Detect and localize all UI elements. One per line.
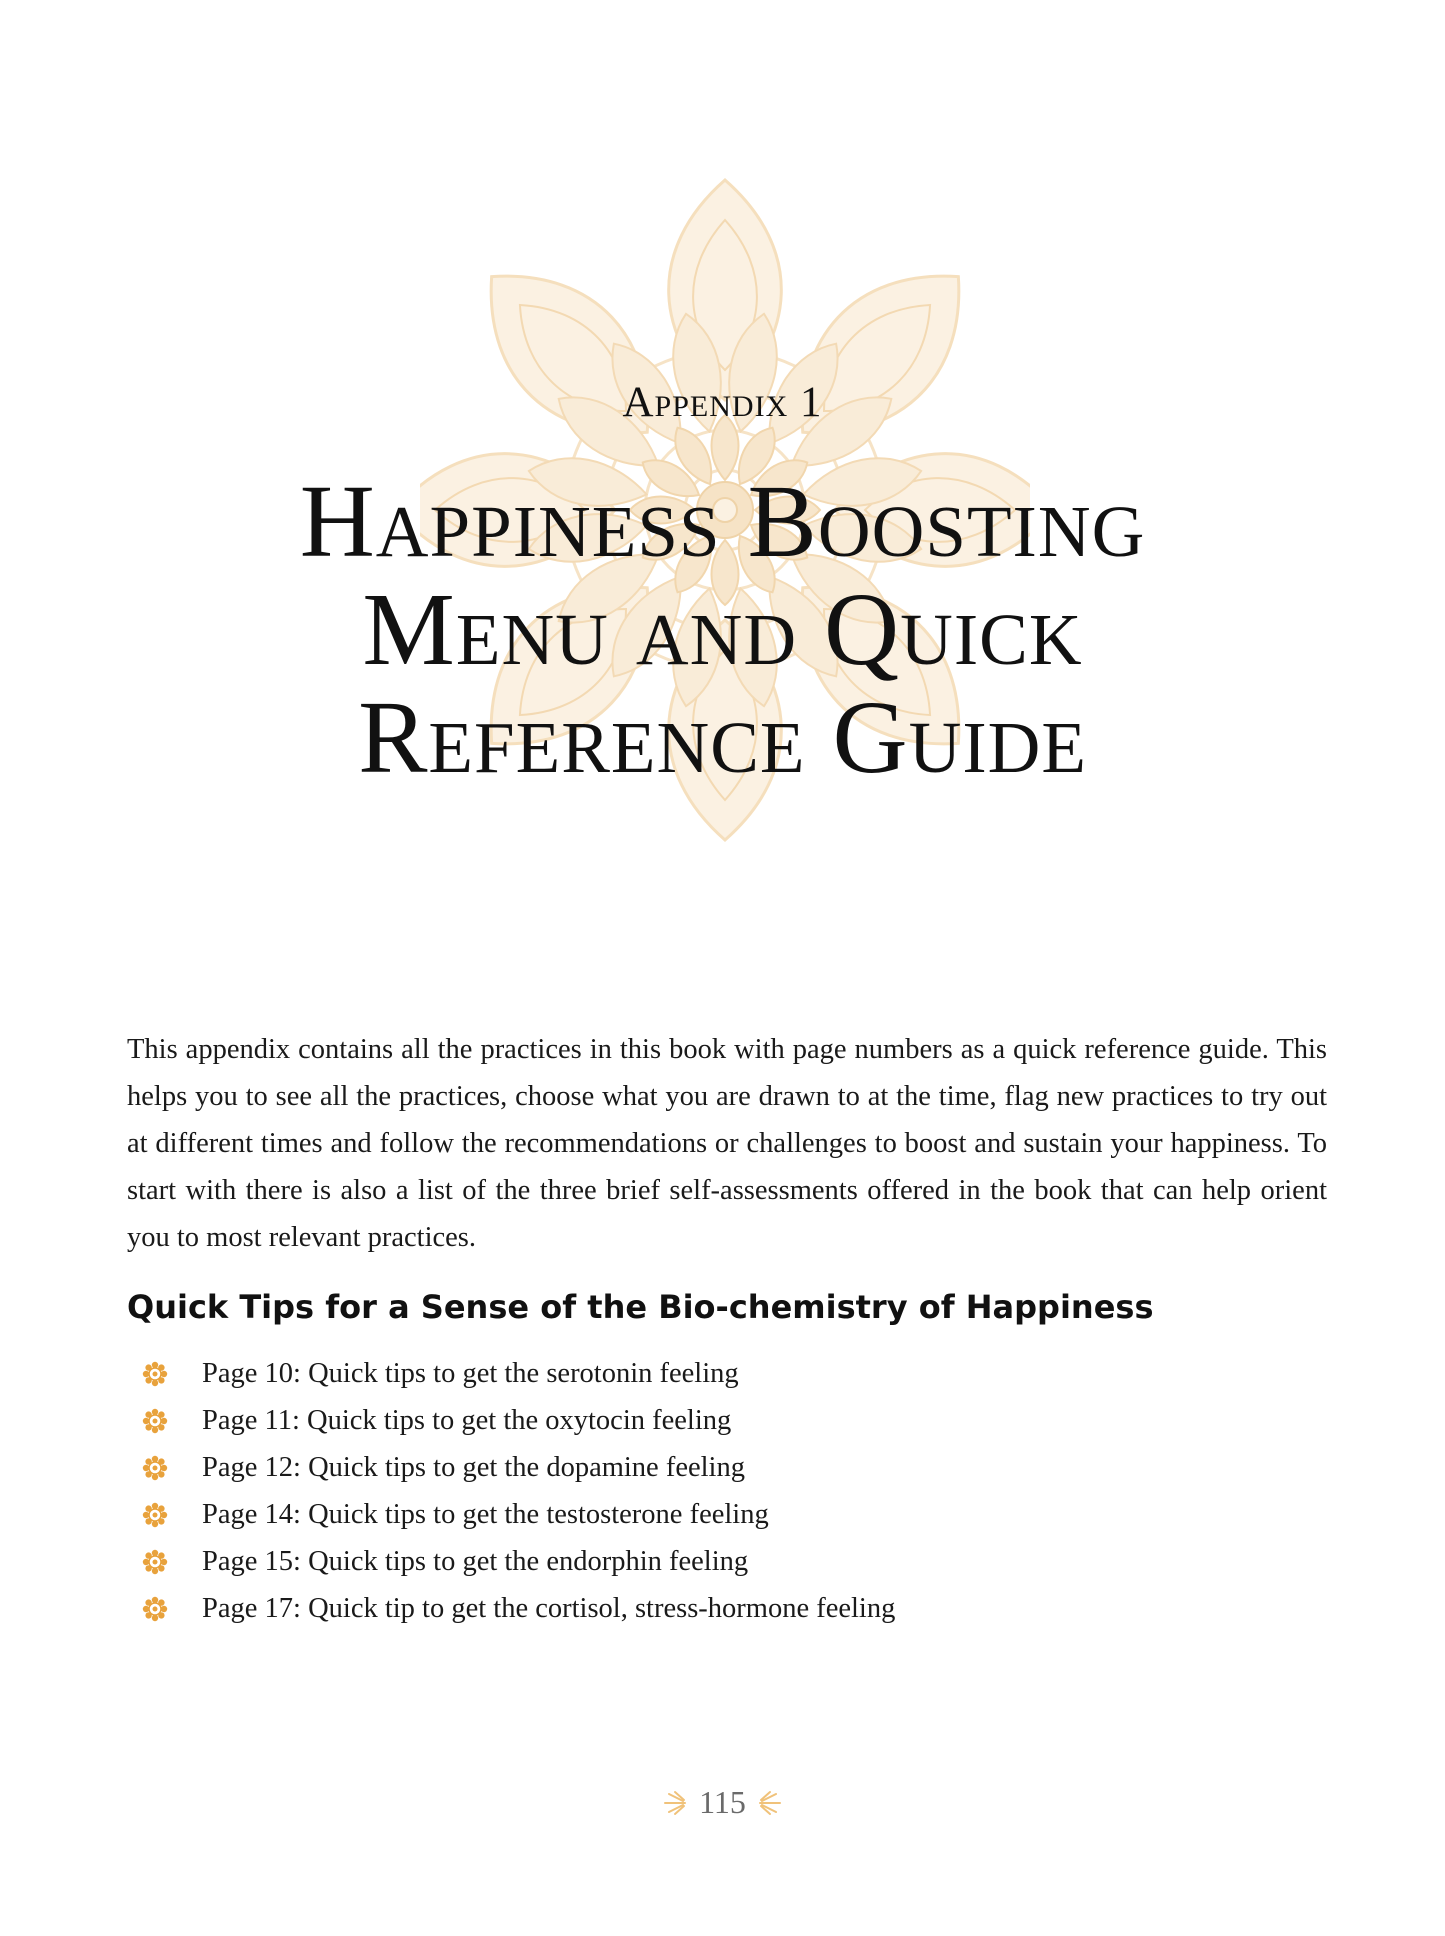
- appendix-label: Appendix 1: [622, 379, 823, 426]
- list-item: [142, 1491, 895, 1538]
- list-item-text: Page 12: Quick tips to get the dopamine feeling: [202, 1451, 745, 1483]
- title-line-1: Happiness Boosting: [299, 464, 1146, 579]
- sun-flower-bullet-icon: [142, 1408, 168, 1434]
- quick-tips-list: [142, 1350, 895, 1632]
- page-number-text: 115: [699, 1784, 746, 1820]
- page-number: [0, 1784, 1445, 1821]
- sun-flower-bullet-icon: [142, 1549, 168, 1575]
- list-item: [142, 1397, 895, 1444]
- title-line-2: Menu and Quick: [362, 572, 1083, 687]
- title-line-3: Reference Guide: [358, 680, 1087, 795]
- sun-flower-bullet-icon: [142, 1596, 168, 1622]
- list-item: [142, 1444, 895, 1491]
- section-heading: Quick Tips for a Sense of the Bio-chemistry of Happiness: [127, 1288, 1154, 1326]
- sun-flower-bullet-icon: [142, 1361, 168, 1387]
- list-item-text: Page 10: Quick tips to get the serotonin feeling: [202, 1357, 739, 1389]
- list-item-text: Page 14: Quick tips to get the testosterone feeling: [202, 1498, 769, 1530]
- list-item-text: Page 17: Quick tip to get the cortisol, stress-hormone feeling: [202, 1592, 896, 1624]
- sun-flower-bullet-icon: [142, 1455, 168, 1481]
- page-title: [0, 464, 1445, 795]
- list-item: [142, 1350, 895, 1397]
- sunburst-ornament-icon: [663, 1790, 687, 1816]
- sunburst-ornament-icon: [758, 1790, 782, 1816]
- list-item-text: Page 11: Quick tips to get the oxytocin feeling: [202, 1404, 732, 1436]
- list-item: [142, 1585, 895, 1632]
- sun-flower-bullet-icon: [142, 1502, 168, 1528]
- intro-paragraph: This appendix contains all the practices in this book with page numbers as a quick reference guide. This helps you to see all the practices, choose what you are drawn to at the time, flag new practices to try out at different times and follow the recommendations or challenges to boost and sustain your happiness. To start with there is also a list of the three brief self-assessments offered in the book that can help orient you to most relevant practices.: [127, 1034, 1327, 1253]
- list-item: [142, 1538, 895, 1585]
- list-item-text: Page 15: Quick tips to get the endorphin feeling: [202, 1545, 749, 1577]
